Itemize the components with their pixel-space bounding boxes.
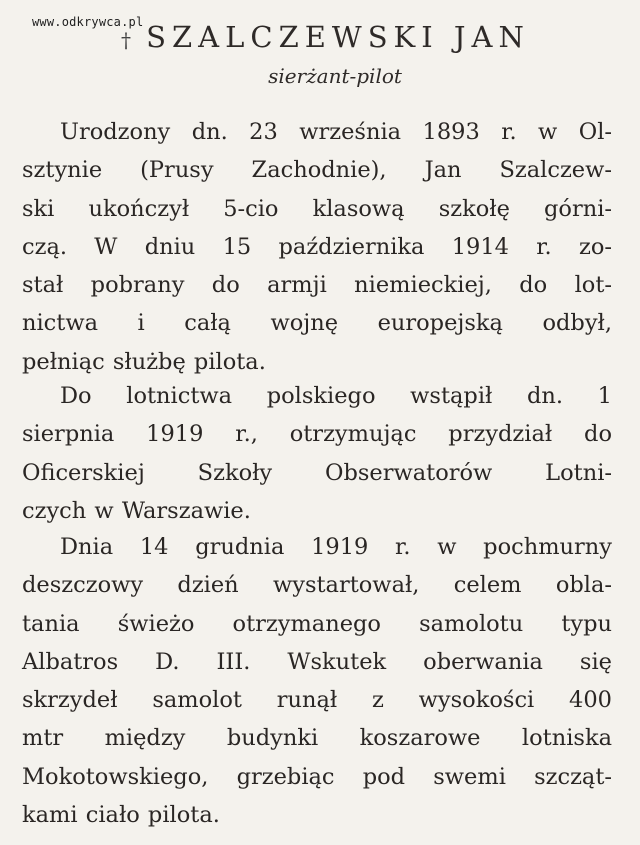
biography-paragraph-3 — [22, 528, 612, 834]
watermark-text: www.odkrywca.pl — [32, 15, 144, 29]
text-line: skrzydeł samolot runął z wysokości 400 — [22, 687, 612, 714]
biography-paragraph-2 — [22, 377, 612, 530]
text-line: Do lotnictwa polskiego wstąpił dn. 1 — [60, 383, 612, 409]
text-line: czą. W dniu 15 października 1914 r. zo- — [22, 233, 612, 260]
text-line: Oficerskiej Szkoły Obserwatorów Lotni- — [22, 459, 612, 486]
text-line: kami ciało pilota. — [22, 802, 220, 829]
text-line: tania świeżo otrzymanego samolotu typu — [22, 610, 612, 637]
text-line: sztynie (Prusy Zachodnie), Jan Szalczew- — [22, 157, 612, 184]
text-line: pełniąc służbę pilota. — [22, 348, 266, 375]
person-name-heading: SZALCZEWSKI JAN — [146, 20, 530, 54]
text-line: nictwa i całą wojnę europejską odbył, — [22, 310, 612, 337]
cross-icon: † — [121, 28, 131, 52]
text-line: ski ukończył 5-cio klasową szkołę górni- — [22, 195, 612, 222]
text-line: sierpnia 1919 r., otrzymując przydział do — [22, 421, 612, 448]
text-line: deszczowy dzień wystartował, celem obla- — [22, 572, 612, 599]
text-line: Dnia 14 grudnia 1919 r. w pochmurny — [60, 534, 612, 560]
text-line: Albatros D. III. Wskutek oberwania się — [22, 648, 612, 675]
text-line: Mokotowskiego, grzebiąc pod swemi szcząt- — [22, 763, 612, 790]
rank-subtitle: sierżant-pilot — [268, 64, 402, 88]
text-line: stał pobrany do armji niemieckiej, do lot- — [22, 272, 612, 299]
text-line: czych w Warszawie. — [22, 497, 251, 524]
biography-paragraph-1 — [22, 113, 612, 381]
text-line: Urodzony dn. 23 września 1893 r. w Ol- — [60, 119, 612, 145]
text-line: mtr między budynki koszarowe lotniska — [22, 725, 612, 752]
